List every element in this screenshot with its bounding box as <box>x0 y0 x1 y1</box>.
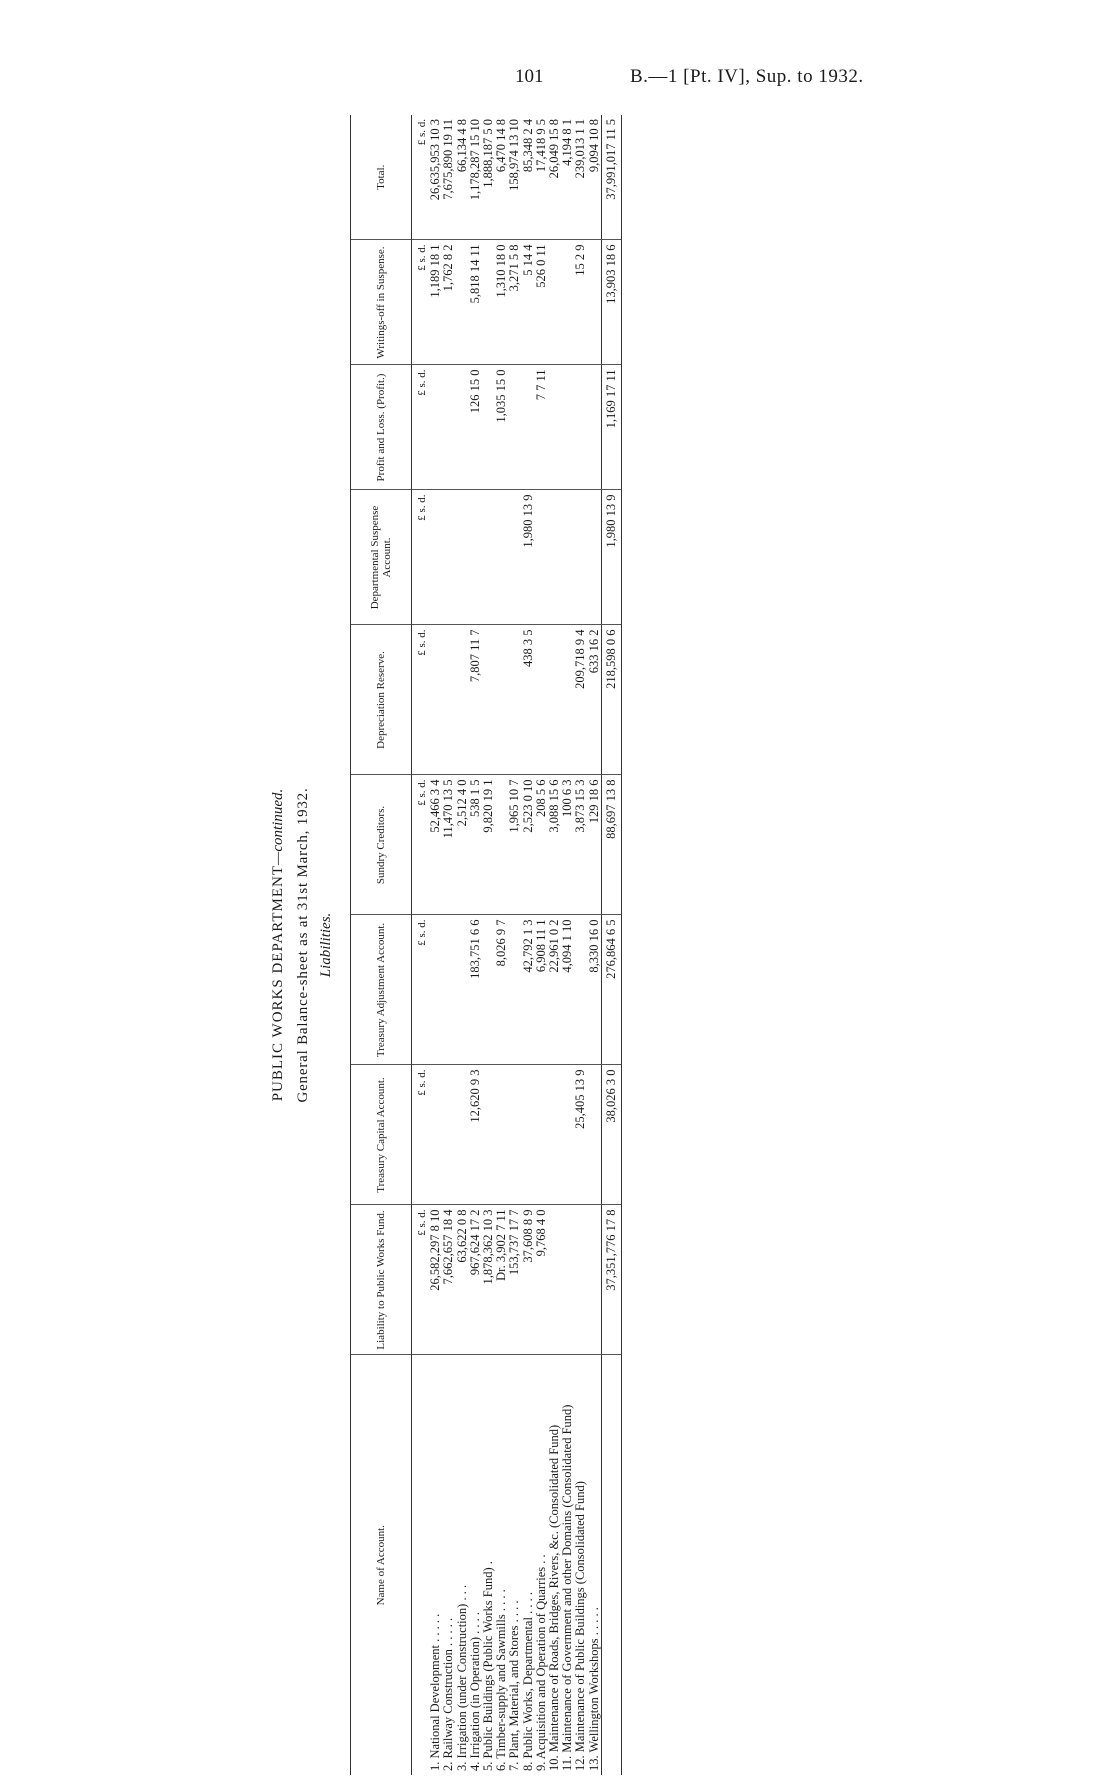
amount-cell: 9,094 10 8 <box>588 115 602 240</box>
amount-cell <box>442 915 455 1065</box>
units-cell: £ s. d. <box>412 625 430 775</box>
amount-cell: 1,888,187 5 0 <box>482 115 495 240</box>
amount-cell: 6,470 14 8 <box>495 115 508 240</box>
total-cell: 218,598 0 6 <box>601 625 621 775</box>
amount-cell: 438 3 5 <box>522 625 535 775</box>
amount-cell: Dr. 3,902 7 11 <box>495 1205 508 1355</box>
amount-cell: 3,873 15 3 <box>574 775 587 915</box>
units-cell: £ s. d. <box>412 1065 430 1205</box>
amount-cell: 63,622 0 8 <box>456 1205 469 1355</box>
amount-cell: 209,718 9 4 <box>574 625 587 775</box>
amount-cell: 4,094 1 10 <box>561 915 574 1065</box>
amount-cell: 526 0 11 <box>535 240 548 365</box>
table-row <box>469 115 482 1775</box>
amount-cell: 1,878,362 10 3 <box>482 1205 495 1355</box>
amount-cell: 5,818 14 11 <box>469 240 482 365</box>
rotated-balance-sheet <box>270 115 755 1775</box>
amount-cell: 967,624 17 2 <box>469 1205 482 1355</box>
amount-cell <box>482 625 495 775</box>
amount-cell: 52,466 3 4 <box>429 775 442 915</box>
units-cell: £ s. d. <box>412 240 430 365</box>
account-name: 11. Maintenance of Government and other Domains (Consolidated Fund) <box>560 1404 575 1771</box>
amount-cell <box>495 490 508 625</box>
amount-cell: 66,134 4 8 <box>456 115 469 240</box>
account-name: 4. Irrigation (in Operation) . . . . <box>467 1612 482 1771</box>
amount-cell <box>442 625 455 775</box>
amount-cell: 1,310 18 0 <box>495 240 508 365</box>
col-header: Profit and Loss. (Profit.) <box>351 365 412 490</box>
amount-cell <box>535 490 548 625</box>
amount-cell: 126 15 0 <box>469 365 482 490</box>
amount-cell <box>535 625 548 775</box>
col-header: Treasury Adjustment Account. <box>351 915 412 1065</box>
amount-cell: 25,405 13 9 <box>574 1065 587 1205</box>
amount-cell <box>429 625 442 775</box>
amount-cell: 9,820 19 1 <box>482 775 495 915</box>
amount-cell: 153,737 17 7 <box>508 1205 521 1355</box>
amount-cell: 633 16 2 <box>588 625 602 775</box>
amount-cell <box>522 1065 535 1205</box>
amount-cell <box>442 365 455 490</box>
document-reference: B.—1 [Pt. IV], Sup. to 1932. <box>630 66 864 87</box>
total-cell: 1,169 17 11 <box>601 365 621 490</box>
col-header: Departmental Suspense Account. <box>351 490 412 625</box>
amount-cell <box>574 915 587 1065</box>
amount-cell <box>508 915 521 1065</box>
amount-cell <box>548 1205 561 1355</box>
amount-cell: 158,974 13 10 <box>508 115 521 240</box>
col-header: Writings-off in Suspense. <box>351 240 412 365</box>
amount-cell <box>588 240 602 365</box>
table-row <box>456 115 469 1775</box>
amount-cell: 1,980 13 9 <box>522 490 535 625</box>
amount-cell: 239,013 1 1 <box>574 115 587 240</box>
table-row <box>442 115 455 1775</box>
total-cell: 38,026 3 0 <box>601 1065 621 1205</box>
amount-cell: 129 18 6 <box>588 775 602 915</box>
total-cell: 37,351,776 17 8 <box>601 1205 621 1355</box>
amount-cell <box>508 490 521 625</box>
amount-cell <box>535 1065 548 1205</box>
amount-cell <box>508 625 521 775</box>
amount-cell: 85,348 2 4 <box>522 115 535 240</box>
amount-cell: 8,026 9 7 <box>495 915 508 1065</box>
units-cell: £ s. d. <box>412 915 430 1065</box>
col-header: Liability to Public Works Fund. <box>351 1205 412 1355</box>
units-cell: £ s. d. <box>412 775 430 915</box>
account-name: 13. Wellington Workshops . . . . . <box>586 1607 601 1771</box>
amount-cell <box>548 1065 561 1205</box>
table-titles <box>270 115 345 1775</box>
amount-cell <box>588 1065 602 1205</box>
amount-cell <box>495 1065 508 1205</box>
amount-cell: 6,908 11 1 <box>535 915 548 1065</box>
amount-cell: 3,088 15 6 <box>548 775 561 915</box>
amount-cell <box>574 1205 587 1355</box>
amount-cell: 7,662,657 18 4 <box>442 1205 455 1355</box>
amount-cell <box>561 1205 574 1355</box>
amount-cell <box>588 365 602 490</box>
page-number: 101 <box>515 66 544 87</box>
account-name: 10. Maintenance of Roads, Bridges, Rivers, &c. (Consolidated Fund) <box>547 1424 562 1771</box>
amount-cell: 37,608 8 9 <box>522 1205 535 1355</box>
amount-cell: 42,792 1 3 <box>522 915 535 1065</box>
col-header: Depreciation Reserve. <box>351 625 412 775</box>
account-name: 2. Railway Construction . . . . . <box>441 1617 456 1771</box>
amount-cell: 8,330 16 0 <box>588 915 602 1065</box>
amount-cell <box>561 490 574 625</box>
table-row <box>495 115 508 1775</box>
account-name: 6. Timber-supply and Sawmills . . . . <box>494 1589 509 1771</box>
units-row <box>412 115 430 1775</box>
amount-cell <box>442 490 455 625</box>
col-header: Treasury Capital Account. <box>351 1065 412 1205</box>
amount-cell: 11,470 13 5 <box>442 775 455 915</box>
amount-cell: 7,675,890 19 11 <box>442 115 455 240</box>
col-header: Total. <box>351 115 412 240</box>
amount-cell <box>456 915 469 1065</box>
amount-cell <box>456 365 469 490</box>
header-row <box>351 115 412 1775</box>
amount-cell <box>482 490 495 625</box>
table-row <box>429 115 442 1775</box>
liabilities-table <box>350 115 622 1775</box>
amount-cell: 26,049 15 8 <box>548 115 561 240</box>
amount-cell <box>574 365 587 490</box>
amount-cell: 183,751 6 6 <box>469 915 482 1065</box>
table-row <box>522 115 535 1775</box>
amount-cell <box>456 490 469 625</box>
amount-cell <box>482 1065 495 1205</box>
col-header: Name of Account. <box>351 1355 412 1775</box>
account-name: 9. Acquisition and Operation of Quarries . . <box>533 1554 548 1771</box>
account-name: 5. Public Buildings (Public Works Fund) . <box>481 1561 496 1771</box>
total-cell: 37,991,017 11 5 <box>601 115 621 240</box>
amount-cell: 1,178,287 15 10 <box>469 115 482 240</box>
amount-cell: 100 6 3 <box>561 775 574 915</box>
amount-cell <box>548 625 561 775</box>
amount-cell: 5 14 4 <box>522 240 535 365</box>
amount-cell <box>588 1205 602 1355</box>
amount-cell <box>574 490 587 625</box>
page-header <box>0 66 1114 96</box>
table-row <box>508 115 521 1775</box>
total-cell: 1,980 13 9 <box>601 490 621 625</box>
amount-cell <box>469 490 482 625</box>
amount-cell: 15 2 9 <box>574 240 587 365</box>
amount-cell: 7 7 11 <box>535 365 548 490</box>
units-cell: £ s. d. <box>412 490 430 625</box>
amount-cell <box>548 490 561 625</box>
total-row <box>601 115 621 1775</box>
amount-cell: 26,582,297 8 10 <box>429 1205 442 1355</box>
section-title: Liabilities. <box>318 912 334 978</box>
amount-cell: 22,961 0 2 <box>548 915 561 1065</box>
total-cell: 13,903 18 6 <box>601 240 621 365</box>
amount-cell: 1,189 18 1 <box>429 240 442 365</box>
account-name: 1. National Development . . . . . <box>428 1613 443 1771</box>
total-cell: 88,697 13 8 <box>601 775 621 915</box>
amount-cell <box>429 915 442 1065</box>
amount-cell <box>456 625 469 775</box>
amount-cell: 1,965 10 7 <box>508 775 521 915</box>
department-title: PUBLIC WORKS DEPARTMENT—continued. <box>270 788 286 1102</box>
amount-cell: 538 1 5 <box>469 775 482 915</box>
amount-cell: 26,635,953 10 3 <box>429 115 442 240</box>
table-row <box>574 115 587 1775</box>
account-name: 7. Plant, Material, and Stores . . . . <box>507 1600 522 1771</box>
amount-cell: 2,512 4 0 <box>456 775 469 915</box>
amount-cell <box>548 365 561 490</box>
amount-cell: 2,523 0 10 <box>522 775 535 915</box>
amount-cell: 12,620 9 3 <box>469 1065 482 1205</box>
units-cell: £ s. d. <box>412 365 430 490</box>
total-cell: 276,864 6 5 <box>601 915 621 1065</box>
amount-cell: 208 5 6 <box>535 775 548 915</box>
amount-cell <box>548 240 561 365</box>
amount-cell: 4,194 8 1 <box>561 115 574 240</box>
amount-cell <box>442 1065 455 1205</box>
table-row <box>588 115 602 1775</box>
amount-cell: 3,271 5 8 <box>508 240 521 365</box>
amount-cell: 9,768 4 0 <box>535 1205 548 1355</box>
units-cell: £ s. d. <box>412 115 430 240</box>
account-name: 8. Public Works, Departmental . . . . <box>520 1592 535 1771</box>
amount-cell <box>429 365 442 490</box>
amount-cell: 17,418 9 5 <box>535 115 548 240</box>
amount-cell <box>508 1065 521 1205</box>
account-name: 3. Irrigation (under Construction) . . . <box>454 1584 469 1771</box>
amount-cell <box>522 365 535 490</box>
amount-cell: 1,762 8 2 <box>442 240 455 365</box>
amount-cell <box>429 1065 442 1205</box>
amount-cell <box>495 625 508 775</box>
amount-cell: 1,035 15 0 <box>495 365 508 490</box>
amount-cell <box>508 365 521 490</box>
amount-cell: 7,807 11 7 <box>469 625 482 775</box>
units-cell: £ s. d. <box>412 1205 430 1355</box>
amount-cell <box>456 240 469 365</box>
account-name: 12. Maintenance of Public Buildings (Consolidated Fund) <box>573 1481 588 1771</box>
amount-cell <box>561 365 574 490</box>
amount-cell <box>429 490 442 625</box>
balance-sheet-subtitle: General Balance-sheet as at 31st March, 1932. <box>295 787 311 1103</box>
amount-cell <box>456 1065 469 1205</box>
amount-cell <box>588 490 602 625</box>
col-header: Sundry Creditors. <box>351 775 412 915</box>
